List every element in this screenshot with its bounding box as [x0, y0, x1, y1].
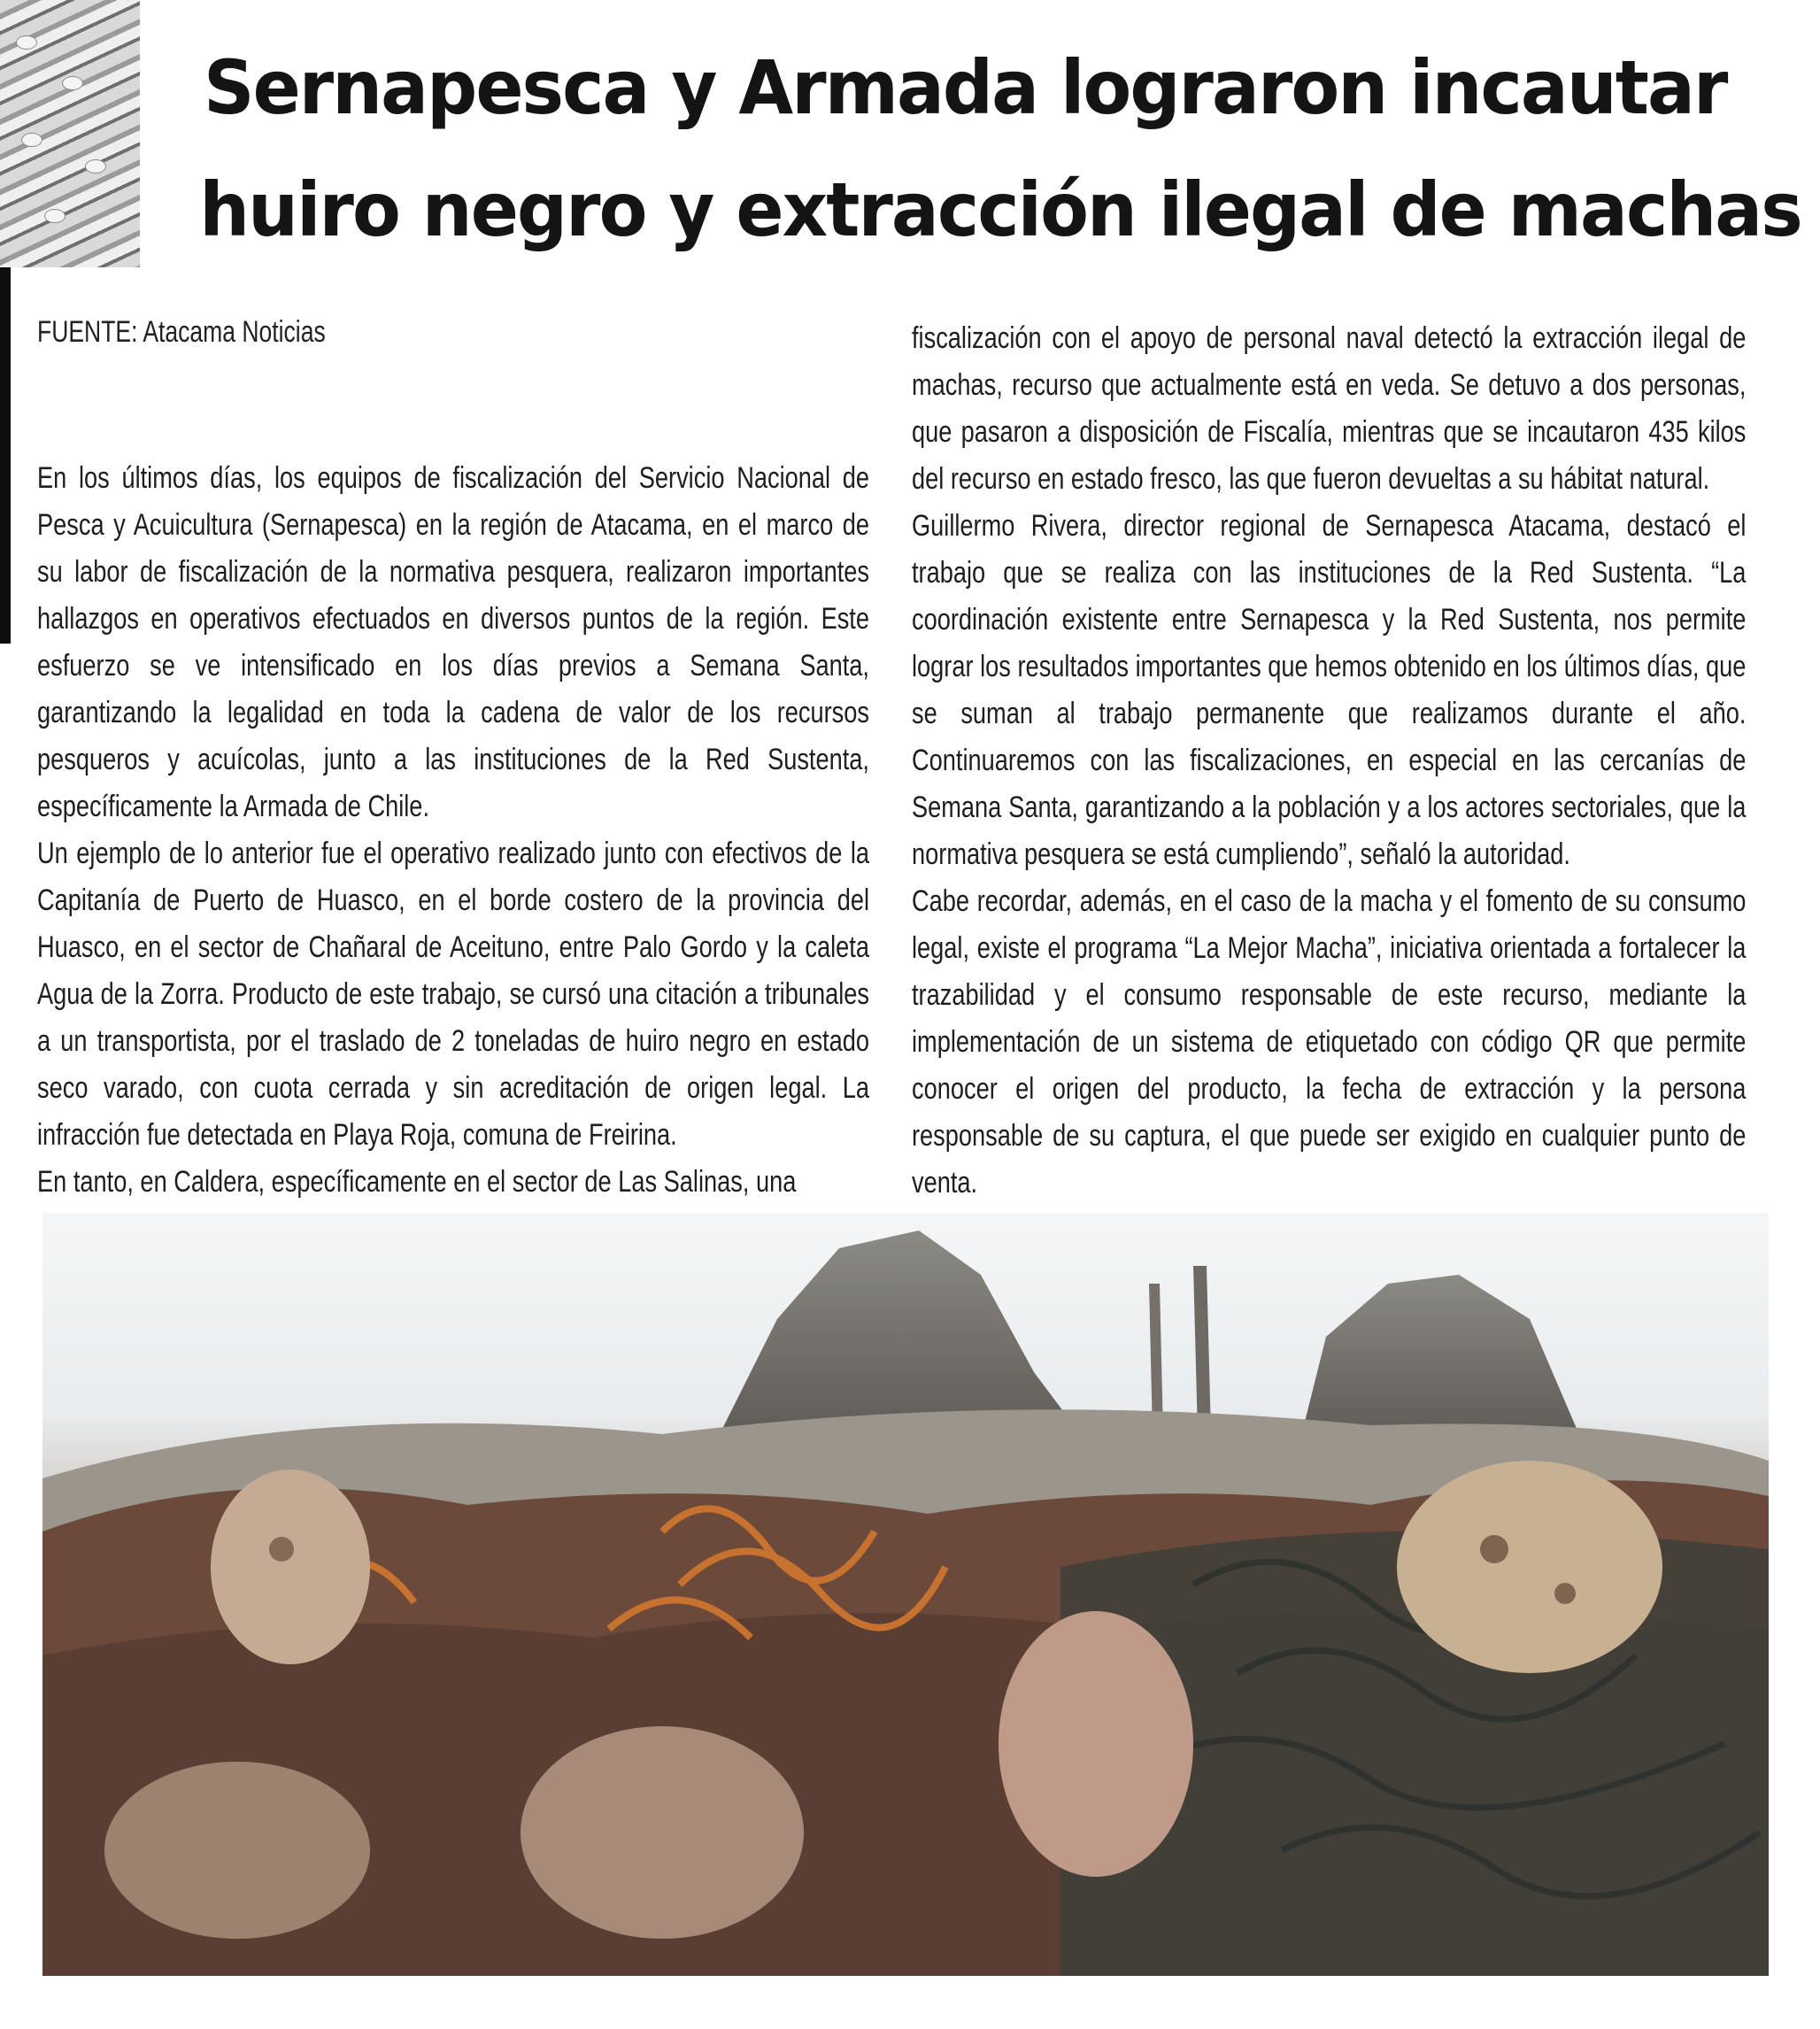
pill-shape — [44, 209, 66, 223]
source-credit: FUENTE: Atacama Noticias — [37, 315, 326, 349]
article-column-right — [912, 315, 1746, 1207]
pill-shape — [85, 159, 106, 174]
pill-shape — [21, 133, 42, 147]
seaweed-photo — [42, 1213, 1769, 1976]
corner-photo — [0, 0, 140, 267]
paragraph: En tanto, en Caldera, específicamente en el sector de Las Salinas, una — [37, 1165, 797, 1199]
article-column-left — [37, 455, 869, 1206]
seaweed-illustration — [42, 1213, 1769, 1976]
pill-shape — [62, 76, 83, 90]
paragraph: Guillermo Rivera, director regional de Sernapesca Atacama, destacó el trabajo que se realiza con las instituciones de la Red Sustenta. “La coordinación existente entre Sernapesca y la Red Sustenta, nos permite lograr los resultados importantes que hemos obtenido en los últimos días, que se suman al trabajo permanente que realizamos durante el año. Continuaremos con las fiscalizaciones, en especial en las cercanías de Semana Santa, garantizando a la población y a los actores sectoriales, que la normativa pesquera se está cumpliendo”, señaló la autoridad. — [912, 509, 1747, 871]
headline-line-1: Sernapesca y Armada lograron incautar — [204, 44, 1727, 131]
pill-shape — [16, 35, 37, 50]
headline — [199, 27, 1801, 271]
left-border-rule — [0, 267, 11, 644]
headline-line-2: huiro negro y extracción ilegal de machas — [199, 166, 1801, 253]
paragraph: En los últimos días, los equipos de fiscalización del Servicio Nacional de Pesca y Acuicultura (Sernapesca) en la región de Atacama, en el marco de su labor de fiscalización de la normativa pesquera, realizaron importantes hallazgos en operativos efectuados en diversos puntos de la región. Este esfuerzo se ve intensificado en los días previos a Semana Santa, garantizando la legalidad en toda la cadena de valor de los recursos pesqueros y acuícolas, junto a las instituciones de la Red Sustenta, específicamente la Armada de Chile. — [37, 461, 869, 823]
paragraph: fiscalización con el apoyo de personal naval detectó la extracción ilegal de machas, recurso que actualmente está en veda. Se detuvo a dos personas, que pasaron a disposición de Fiscalía, mientras que se incautaron 435 kilos del recurso en estado fresco, las que fueron devueltas a su hábitat natural. — [912, 321, 1747, 496]
paragraph: Cabe recordar, además, en el caso de la macha y el fomento de su consumo legal, existe el programa “La Mejor Macha”, iniciativa orientada a fortalecer la trazabilidad y el consumo responsable de este recurso, mediante la implementación de un sistema de etiquetado con código QR que permite conocer el origen del producto, la fecha de extracción y la persona responsable de su captura, el que puede ser exigido en cualquier punto de venta. — [912, 884, 1747, 1200]
paragraph: Un ejemplo de lo anterior fue el operativo realizado junto con efectivos de la Capitanía de Puerto de Huasco, en el borde costero de la provincia del Huasco, en el sector de Chañaral de Aceituno, entre Palo Gordo y la caleta Agua de la Zorra. Producto de este trabajo, se cursó una citación a tribunales a un transportista, por el traslado de 2 toneladas de huiro negro en estado seco varado, con cuota cerrada y sin acreditación de origen legal. La infracción fue detectada en Playa Roja, comuna de Freirina. — [37, 837, 869, 1152]
